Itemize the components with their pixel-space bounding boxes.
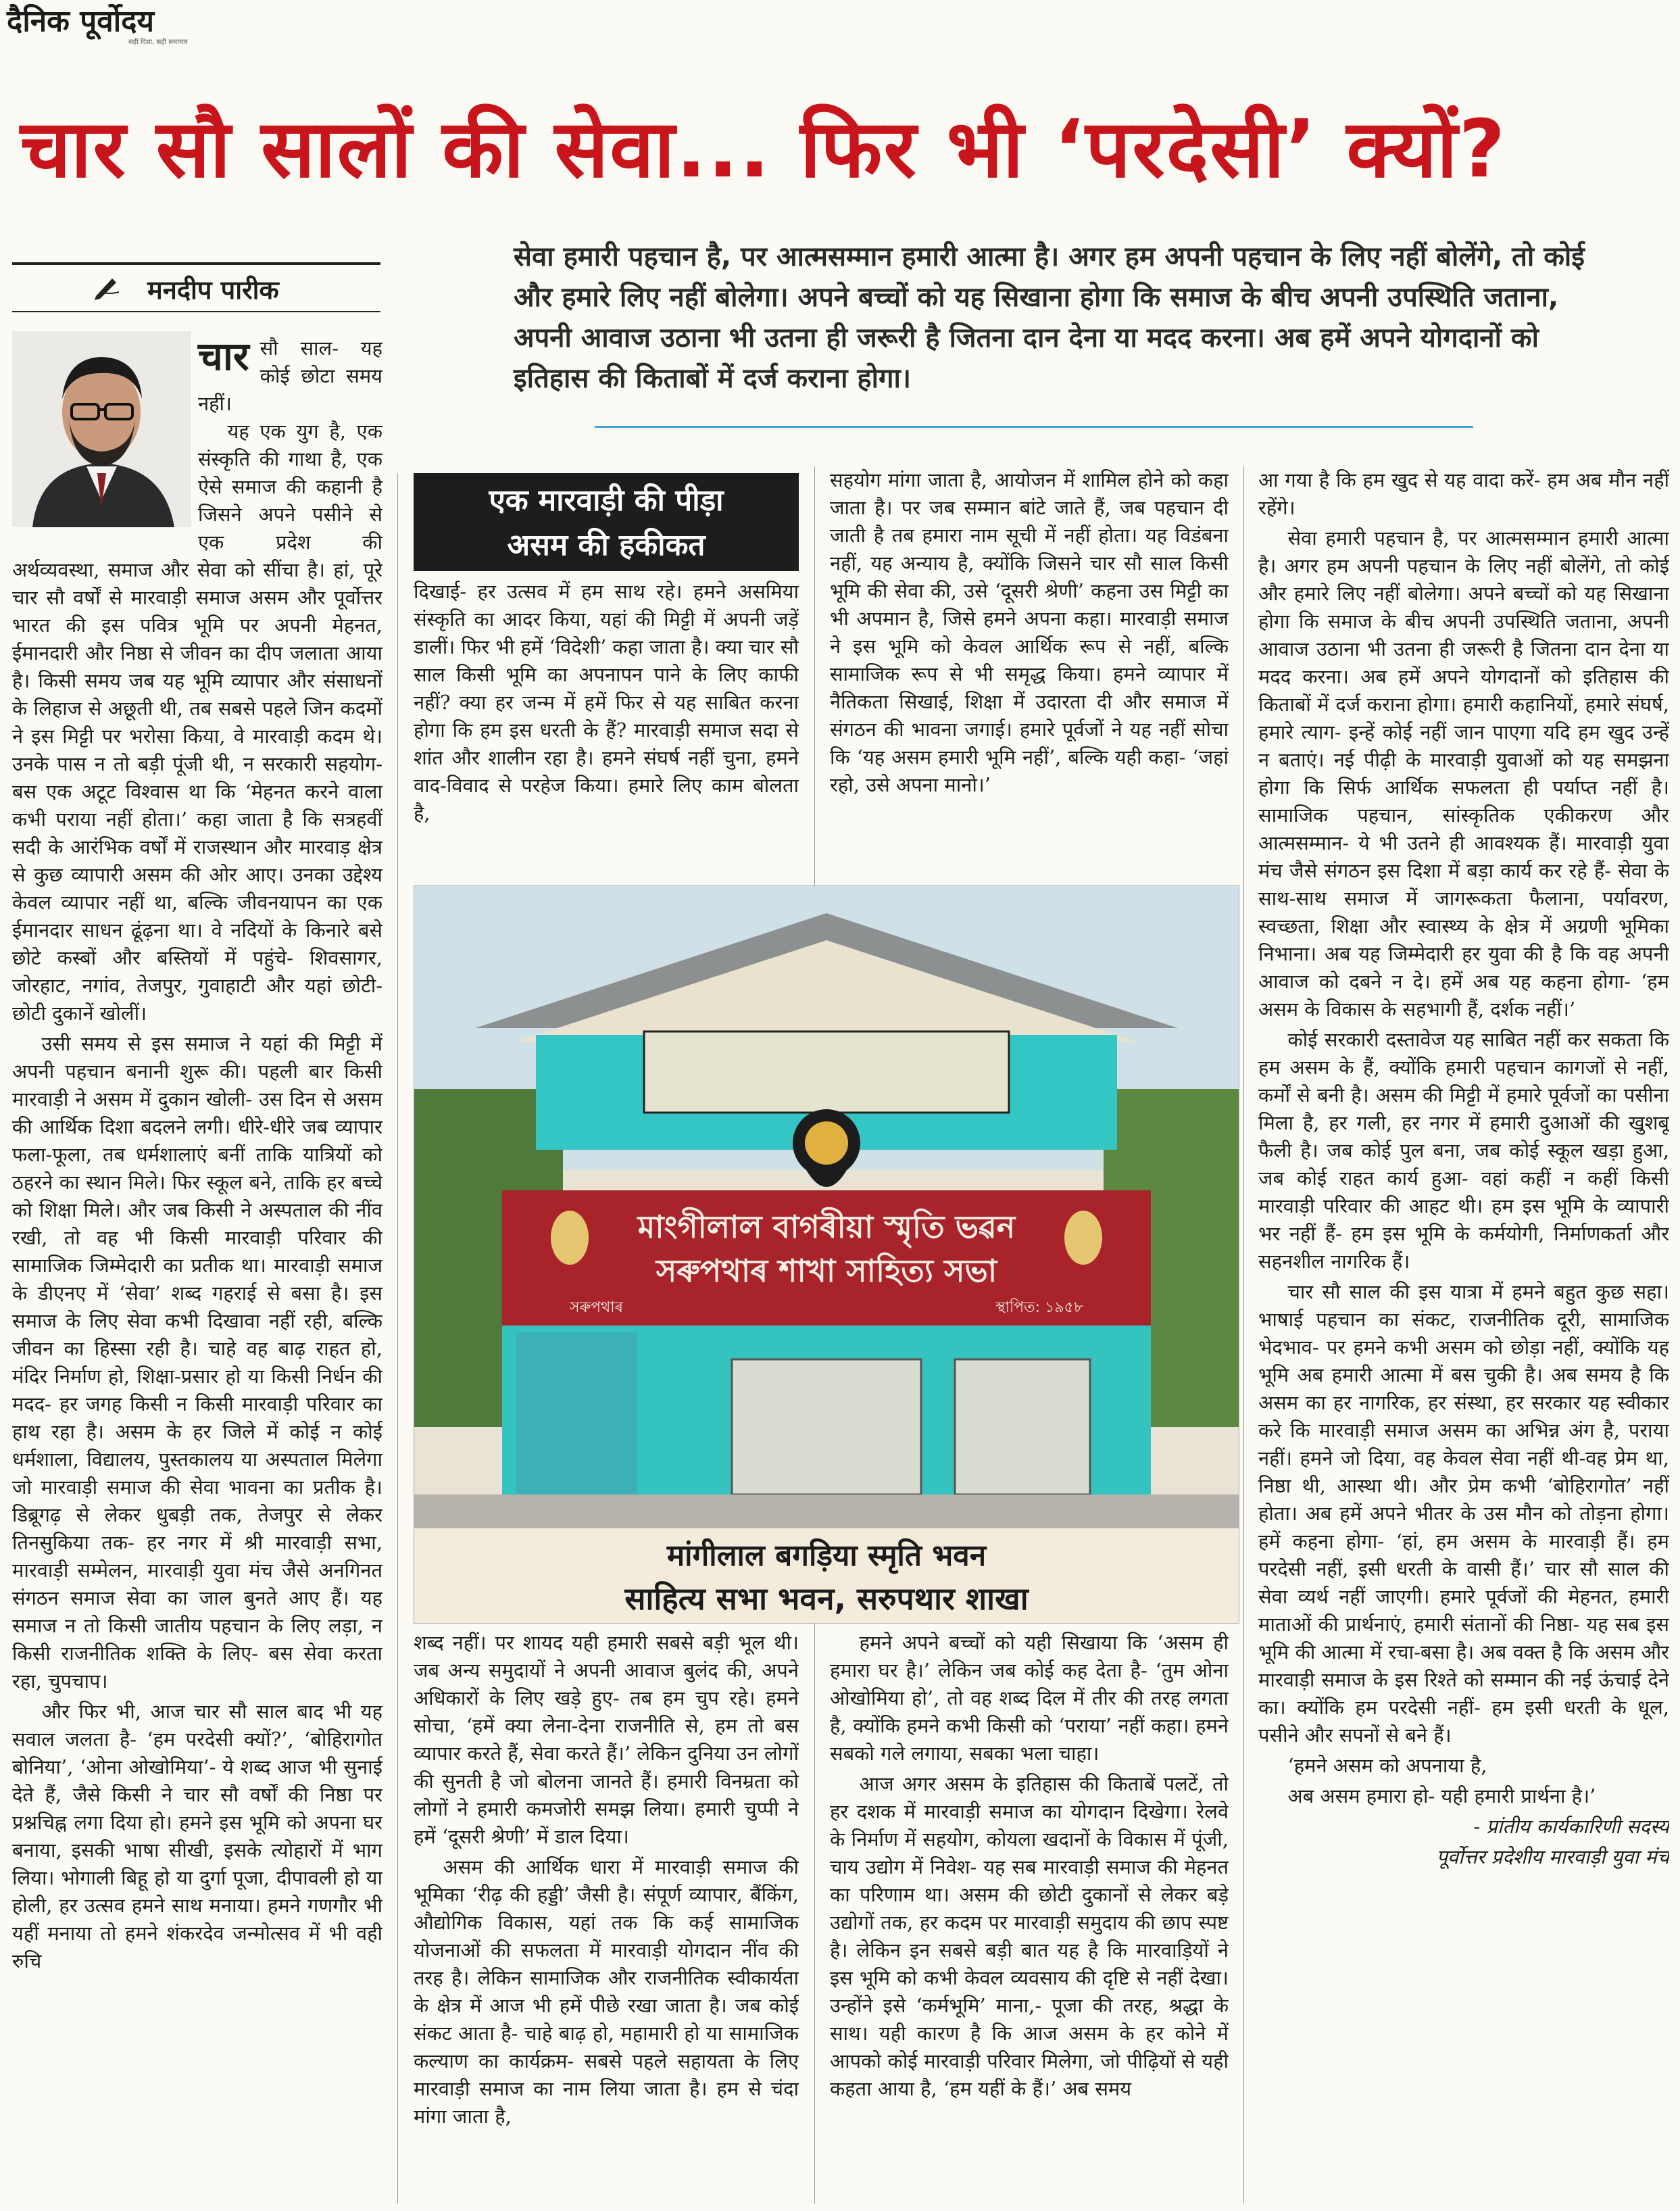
photo-caption-line2: साहित्य सभा भवन, सरुपथार शाखा: [624, 1580, 1029, 1617]
column-rule: [814, 1622, 815, 2204]
paragraph: दिखाई- हर उत्सव में हम साथ रहे। हमने असमिया संस्कृति का आदर किया, यहां की मिट्टी में अपनी जड़ें डालीं। फिर भी हमें ‘विदेशी’ कहा जाता है। क्या चार सौ साल किसी भूमि का अपनापन पाने के लिए काफी नहीं? क्या हर जन्म में हमें फिर से यह साबित करना होगा कि हम इस धरती के हैं? मारवाड़ी समाज सदा से शांत और शालीन रहा है। हमने संघर्ष नहीं चुना, हमने वाद-विवाद से परहेज किया। हमारे लिए काम बोलता है,: [414, 580, 799, 825]
column-3-top: [830, 466, 1229, 879]
paragraph: कोई सरकारी दस्तावेज यह साबित नहीं कर सकता कि हम असम के हैं, क्योंकि हमारी पहचान कागजों से नहीं, कर्मों से बनी है। असम की मिट्टी में हमारे पूर्वजों का पसीना मिला है, हर गली, हर नगर में हमारी दुआओं की खुशबू फैली है। जब कोई पुल बना, जब कोई स्कूल खड़ा हुआ, जब कोई राहत कार्य हुआ- वहां कहीं न कहीं किसी मारवाड़ी परिवार की आहट थी। हम इस भूमि के व्यापारी भर नहीं हैं- हम इस भूमि के कर्मयोगी, निर्माणकर्ता और सहनशील नागरिक हैं।: [1258, 1028, 1669, 1273]
paragraph: शब्द नहीं। पर शायद यही हमारी सबसे बड़ी भूल थी। जब अन्य समुदायों ने अपनी आवाज बुलंद की, अपने अधिकारों के लिए खड़े हुए- तब हम चुप रहे। हमने सोचा, ‘हमें क्या लेना-देना राजनीति से, हम तो बस व्यापार करते हैं, सेवा करते हैं।’ लेकिन दुनिया उन लोगों की सुनती है जो बोलना जानते हैं। हमारी विनम्रता को लोगों ने हमारी कमजोरी समझ लिया। हमारी चुप्पी ने हमें ‘दूसरी श्रेणी’ में डाल दिया।: [414, 1631, 799, 1848]
paragraph: हमने अपने बच्चों को यही सिखाया कि ‘असम ही हमारा घर है।’ लेकिन जब कोई कह देता है- ‘तुम ओना ओखोमिया हो’, तो वह शब्द दिल में तीर की तरह लगता है, क्योंकि हमने कभी किसी को ‘पराया’ नहीं कहा। हमने सबको गले लगाया, सबका भला चाहा।: [830, 1631, 1229, 1765]
headline: चार सौ सालों की सेवा... फिर भी ‘परदेसी’ क्यों?: [20, 102, 1507, 195]
dropcap-word: चार: [198, 335, 249, 379]
sign-line1: মাংগীলাল বাগৰীয়া স্মৃতি ভৱন: [637, 1209, 1016, 1245]
paragraph: आज अगर असम के इतिहास की किताबें पलटें, तो हर दशक में मारवाड़ी समाज का योगदान दिखेगा। रेलवे के निर्माण में सहयोग, कोयला खदानों के विकास में पूंजी, चाय उद्योग में निवेश- यह सब मारवाड़ी समाज की मेहनत का परिणाम था। असम की छोटी दुकानों से लेकर बड़े उद्योगों तक, हर कदम पर मारवाड़ी समुदाय की छाप स्पष्ट है। लेकिन इन सबसे बड़ी बात यह है कि मारवाड़ियों ने इस भूमि को कभी केवल व्यवसाय की दृष्टि से नहीं देखा। उन्होंने इसे ‘कर्मभूमि’ माना,- पूजा की तरह, श्रद्धा के साथ। यही कारण है कि आज असम के हर कोने में आपको कोई मारवाड़ी परिवार मिलेगा, जो पीढ़ियों से यही कहता आया है, ‘हम यहीं के हैं।’ अब समय: [830, 1772, 1229, 2100]
paragraph: आ गया है कि हम खुद से यह वादा करें- हम अब मौन नहीं रहेंगे।: [1258, 468, 1669, 519]
closing-quote-line1: ‘हमने असम को अपनाया है,: [1287, 1754, 1487, 1777]
paragraph: असम की आर्थिक धारा में मारवाड़ी समाज की भूमिका ‘रीढ़ की हड्डी’ जैसी है। संपूर्ण व्यापार, बैंकिंग, औद्योगिक विकास, यहां तक कि कई सामाजिक योजनाओं की सफलता में मारवाड़ी योगदान नींव की तरह है। लेकिन सामाजिक और राजनीतिक स्वीकार्यता के क्षेत्र में आज भी हमें पीछे रखा जाता है। जब कोई संकट आता है- चाहे बाढ़ हो, महामारी हो या सामाजिक कल्याण का कार्यक्रम- सबसे पहले सहायता के लिए मारवाड़ी समाज का नाम लिया जाता है। हम से चंदा मांगा जाता है,: [414, 1855, 799, 2128]
column-2-top: [414, 578, 799, 882]
column-1: [12, 335, 382, 2207]
subhead-line2: असम की हकीकत: [507, 528, 706, 562]
closing-quote-line2: अब असम हमारा हो- यही हमारी प्रार्थना है।’: [1287, 1784, 1596, 1807]
column-rule: [1243, 466, 1244, 2204]
lead-text: सौ साल- यह कोई छोटा समय नहीं।: [198, 337, 382, 415]
masthead-name: दैनिक पूर्वोदय: [7, 4, 155, 39]
pen-icon: [92, 272, 122, 301]
subhead: [414, 473, 799, 571]
paragraph: चार सौ साल की इस यात्रा में हमने बहुत कुछ सहा। भाषाई पहचान का संकट, राजनीतिक दूरी, सामाजिक भेदभाव- पर हमने कभी असम को छोड़ा नहीं, क्योंकि यह भूमि अब हमारी आत्मा में बस चुकी है। अब समय है कि असम का हर नागरिक, हर संस्था, हर सरकार यह स्वीकार करे कि मारवाड़ी समाज असम का अभिन्न अंग है, पराया नहीं। हमने जो दिया, वह केवल सेवा नहीं थी-वह प्रेम था, निष्ठा थी, आस्था थी। और प्रेम कभी ‘बोहिरागोत’ नहीं होता। अब हमें अपने भीतर के उस मौन को तोड़ना होगा। हमें कहना होगा- ‘हां, हम असम के मारवाड़ी हैं। हम परदेसी नहीं, इसी धरती के वासी हैं।’ चार सौ साल की सेवा व्यर्थ नहीं जाएगी। हमारे पूर्वजों की मेहनत, हमारी माताओं की प्रार्थनाएं, हमारी संतानों की निष्ठा- यह सब इस भूमि की आत्मा में रचा-बसा है। अब वक्त है कि असम और मारवाड़ी समाज के इस रिश्ते को सम्मान की नई ऊंचाई देने का। क्योंकि हम परदेसी नहीं- हम इसी धरती के धूल, पसीने और सपनों से बने हैं।: [1258, 1280, 1669, 1747]
author-name: मनदीप पारीक: [147, 275, 279, 305]
sign-line3: সৰুপথাৰ: [570, 1299, 624, 1316]
column-2-bottom: [414, 1629, 799, 2207]
paragraph: सेवा हमारी पहचान है, पर आत्मसम्मान हमारी आत्मा है। अगर हम अपनी पहचान के लिए नहीं बोलेंगे, तो कोई और हमारे लिए नहीं बोलेगा। अपने बच्चों को यह सिखाना होगा कि समाज के बीच अपनी उपस्थिति जताना, अपनी आवाज उठाना भी उतना ही जरूरी है जितना दान देना या मदद करना। अब हमें अपने योगदानों को इतिहास की किताबों में दर्ज कराना होगा। हमारी कहानियों, हमारे संघर्ष, हमारे त्याग- इन्हें कोई नहीं जान पाएगा यदि हम खुद उन्हें न बताएं। नई पीढ़ी के मारवाड़ी युवाओं को यह समझना होगा कि सिर्फ आर्थिक सफलता ही पर्याप्त नहीं है। सामाजिक पहचान, सांस्कृतिक एकीकरण और आत्मसम्मान- ये भी उतने ही आवश्यक हैं। मारवाड़ी युवा मंच जैसे संगठन इस दिशा में बड़ा कार्य कर रहे हैं- सेवा के साथ-साथ समाज में जागरूकता फैलाना, पर्यावरण, स्वच्छता, शिक्षा और स्वास्थ्य के क्षेत्र में अग्रणी भूमिका निभाना। अब यह जिम्मेदारी हर युवा की है कि वह अपनी आवाज को दबने न दे। हमें अब यह कहना होगा- ‘हम असम के विकास के सहभागी हैं, दर्शक नहीं।’: [1258, 527, 1669, 1021]
column-rule: [814, 466, 815, 885]
masthead: [7, 4, 209, 46]
building-photo: [414, 885, 1239, 1624]
author-designation: - प्रांतीय कार्यकारिणी सदस्य: [1473, 1815, 1669, 1838]
subhead-line1: एक मारवाड़ी की पीड़ा: [489, 483, 724, 518]
masthead-tagline: सही दिशा, सही समाचार: [128, 39, 188, 46]
sign-year: স্থাপিত: ১৯৫৮: [995, 1299, 1084, 1316]
paragraph: उसी समय से इस समाज ने यहां की मिट्टी में अपनी पहचान बनानी शुरू की। पहली बार किसी मारवाड़ी ने असम में दुकान खोली- उस दिन से असम की आर्थिक दिशा बदलने लगी। धीरे-धीरे जब व्यापार फला-फूला, तब धर्मशालाएं बनीं ताकि यात्रियों को ठहरने का स्थान मिले। फिर स्कूल बने, ताकि हर बच्चे को शिक्षा मिले। और जब किसी ने अस्पताल की नींव रखी, तो वह भी किसी मारवाड़ी परिवार की सामाजिक जिम्मेदारी का प्रतीक था। मारवाड़ी समाज के डीएनए में ‘सेवा’ शब्द गहराई से बसा है। इस समाज के लिए सेवा कभी दिखावा नहीं रही, बल्कि जीवन का हिस्सा रही है। चाहे वह बाढ़ राहत हो, मंदिर निर्माण हो, शिक्षा-प्रसार हो या किसी निर्धन की मदद- हर जगह किसी न किसी मारवाड़ी परिवार का हाथ रहा है। असम के हर जिले में कोई न कोई धर्मशाला, विद्यालय, पुस्तकालय या अस्पताल मिलेगा जो मारवाड़ी समाज की सेवा भावना का प्रतीक है। डिब्रूगढ़ से लेकर धुबड़ी तक, तेजपुर से लेकर तिनसुकिया तक- हर नगर में श्री मारवाड़ी सभा, मारवाड़ी सम्मेलन, मारवाड़ी युवा मंच जैसे अनगिनत संगठन समाज सेवा का जाल बुनते आए हैं। यह समाज न तो किसी जातीय पहचान के लिए लड़ा, न किसी राजनीतिक शक्ति के लिए- बस सेवा करता रहा, चुपचाप।: [12, 1032, 382, 1693]
photo-caption-line1: मांगीलाल बगड़िया स्मृति भवन: [666, 1538, 987, 1573]
pull-quote-rule: [595, 426, 1473, 428]
pull-quote: सेवा हमारी पहचान है, पर आत्मसम्मान हमारी आत्मा है। अगर हम अपनी पहचान के लिए नहीं बोलेंगे, तो कोई और हमारे लिए नहीं बोलेगा। अपने बच्चों को यह सिखाना होगा कि समाज के बीच अपनी उपस्थिति जताना, अपनी आवाज उठाना भी उतना ही जरूरी है जितना दान देना या मदद करना। अब हमें अपने योगदानों को इतिहास की किताबों में दर्ज कराना होगा।: [514, 241, 1585, 394]
paragraph: सहयोग मांगा जाता है, आयोजन में शामिल होने को कहा जाता है। पर जब सम्मान बांटे जाते हैं, जब पहचान दी जाती है तब हमारा नाम सूची में नहीं होता। यह विडंबना नहीं, यह अन्याय है, क्योंकि जिसने चार सौ साल किसी भूमि की सेवा की, उसे ‘दूसरी श्रेणी’ कहना उस मिट्टी का भी अपमान है, जिसे हमने अपना कहा। मारवाड़ी समाज ने इस भूमि को केवल आर्थिक रूप से नहीं, बल्कि सामाजिक रूप से भी समृद्ध किया। हमने व्यापार में नैतिकता सिखाई, शिक्षा में उदारता दी और समाज में संगठन की भावना जगाई। हमारे पूर्वजों ने यह नहीं सोचा कि ‘यह असम हमारी भूमि नहीं’, बल्कि यही कहा- ‘जहां रहो, उसे अपना मानो।’: [830, 468, 1229, 796]
paragraph: और फिर भी, आज चार सौ साल बाद भी यह सवाल जलता है- ‘हम परदेसी क्यों?’, ‘बोहिरागोत बोनिया’, ‘ओना ओखोमिया’- ये शब्द आज भी सुनाई देते हैं, जैसे किसी ने चार सौ वर्षों की निष्ठा पर प्रश्नचिह्न लगा दिया हो। हमने इस भूमि को अपना घर बनाया, इसकी भाषा सीखी, इसके त्योहारों में भाग लिया। भोगाली बिहू हो या दुर्गा पूजा, दीपावली हो या होली, हर उत्सव हमने साथ मनाया। हमने गणगौर भी यहीं मनाया तो हमने शंकरदेव जन्मोत्सव में भी वही रुचि: [12, 1700, 382, 1972]
byline: [12, 262, 380, 312]
column-3-bottom: [830, 1629, 1229, 2207]
author-organization: पूर्वोत्तर प्रदेशीय मारवाड़ी युवा मंच: [1436, 1845, 1669, 1868]
sign-line2: সৰুপথাৰ শাখা সাহিত্য সভা: [656, 1253, 997, 1289]
paragraph: यह एक युग है, एक संस्कृति की गाथा है, एक ऐसे समाज की कहानी है जिसने अपने पसीने से एक प्रदेश की अर्थव्यवस्था, समाज और सेवा को सींचा है। हां, पूरे चार सौ वर्षों से मारवाड़ी समाज असम और पूर्वोत्तर भारत की इस पवित्र भूमि पर अपनी मेहनत, ईमानदारी और निष्ठा से जीवन का दीप जलाता आया है। किसी समय जब यह भूमि व्यापार और संसाधनों के लिहाज से अछूती थी, तब सबसे पहले जिन कदमों ने इस मिट्टी पर भरोसा किया, वे मारवाड़ी कदम थे। उनके पास न तो बड़ी पूंजी थी, न सरकारी सहयोग- बस एक अटूट विश्वास था कि ‘मेहनत करने वाला कभी पराया नहीं होता।’ कहा जाता है कि सत्रहवीं सदी के आरंभिक वर्षों में राजस्थान और मारवाड़ क्षेत्र से कुछ व्यापारी असम की ओर आए। उनका उद्देश्य केवल व्यापार नहीं था, बल्कि जीवनयापन का एक ईमानदार साधन ढूंढ़ना था। वे नदियों के किनारे बसे छोटे कस्बों और बस्तियों में पहुंचे- शिवसागर, जोरहाट, नगांव, तेजपुर, गुवाहाटी और यहां छोटी-छोटी दुकानें खोलीं।: [12, 420, 382, 1025]
column-4: [1258, 466, 1669, 2207]
column-rule: [397, 473, 398, 2204]
